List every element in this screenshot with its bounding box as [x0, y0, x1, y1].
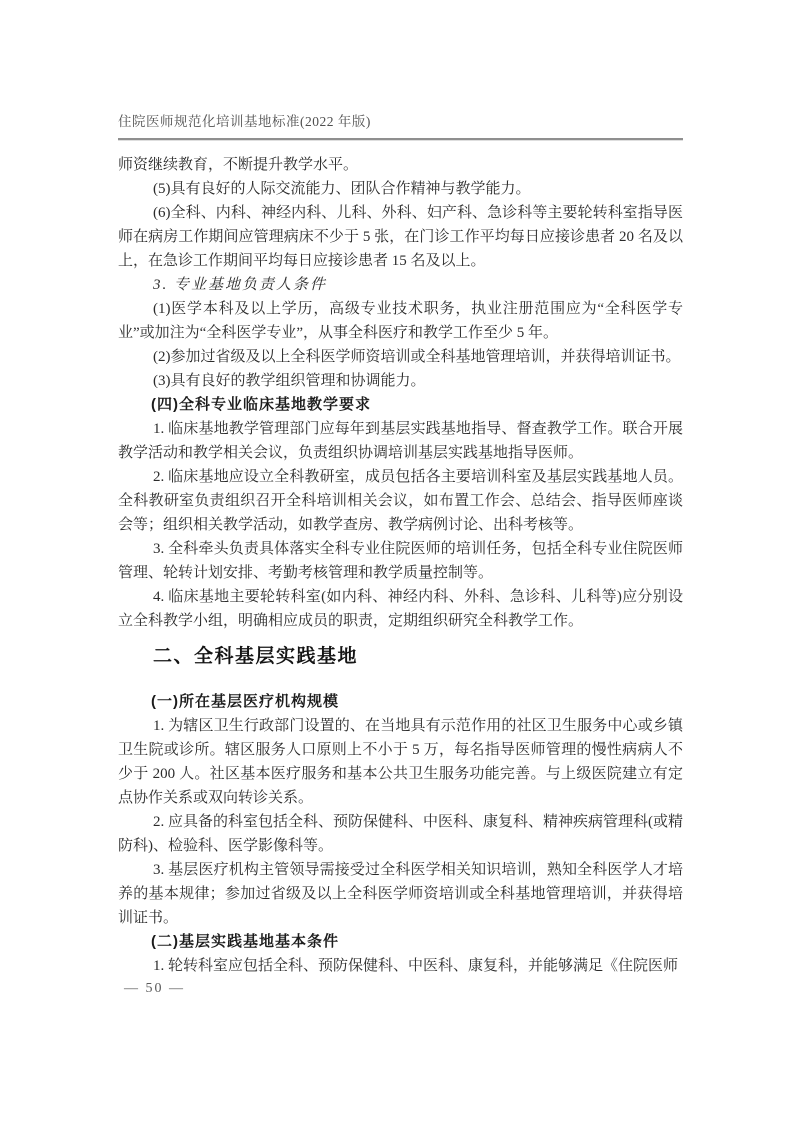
- body-paragraph: (5)具有良好的人际交流能力、团队合作精神与教学能力。: [153, 181, 531, 197]
- body-paragraph: 1. 临床基地教学管理部门应每年到基层实践基地指导、督查教学工作。联合开展教学活动和教学相关会议，负责组织协调培训基层实践基地指导医师。: [118, 421, 683, 461]
- chapter-heading: 二、全科基层实践基地: [153, 646, 359, 667]
- body-paragraph: (3)具有良好的教学组织管理和协调能力。: [153, 373, 426, 389]
- body-paragraph: 3. 全科牵头负责具体落实全科专业住院医师的培训任务，包括全科专业住院医师管理、轮转计划安排、考勤考核管理和教学质量控制等。: [118, 541, 683, 581]
- body-paragraph: 师资继续教育，不断提升教学水平。: [118, 157, 359, 173]
- section-heading: (一)所在基层医疗机构规模: [151, 693, 339, 710]
- body-paragraph: 2. 应具备的科室包括全科、预防保健科、中医科、康复科、精神疾病管理科(或精防科)、检验科、医学影像科等。: [118, 814, 683, 854]
- body-paragraph: (2)参加过省级及以上全科医学师资培训或全科基地管理培训，并获得培训证书。: [153, 349, 681, 365]
- body-paragraph: (1)医学本科及以上学历，高级专业技术职务，执业注册范围应为“全科医学专业”或加注为“全科医学专业”，从事全科医疗和教学工作至少 5 年。: [118, 301, 683, 341]
- body-paragraph: (6)全科、内科、神经内科、儿科、外科、妇产科、急诊科等主要轮转科室指导医师在病房工作期间应管理病床不少于 5 张，在门诊工作平均每日应接诊患者 20 名及以上，在急诊工作期间平均每日应接诊患者 15 名及以上。: [118, 205, 683, 269]
- page-number: — 50 —: [124, 981, 185, 996]
- body-paragraph: 1. 轮转科室应包括全科、预防保健科、中医科、康复科，并能够满足《住院医师: [153, 958, 679, 974]
- body-paragraph: 3. 基层医疗机构主管领导需接受过全科医学相关知识培训，熟知全科医学人才培养的基本规律；参加过省级及以上全科医学师资培训或全科基地管理培训，并获得培训证书。: [118, 862, 683, 926]
- body-paragraph: 4. 临床基地主要轮转科室(如内科、神经内科、外科、急诊科、儿科等)应分别设立全科教学小组，明确相应成员的职责，定期组织研究全科教学工作。: [118, 589, 683, 629]
- subitem-heading: 3. 专业基地负责人条件: [153, 277, 328, 293]
- section-heading: (二)基层实践基地基本条件: [151, 933, 339, 950]
- body-paragraph: 1. 为辖区卫生行政部门设置的、在当地具有示范作用的社区卫生服务中心或乡镇卫生院或诊所。辖区服务人口原则上不小于 5 万，每名指导医师管理的慢性病病人不少于 200 人。社区基本医疗服务和基本公共卫生服务功能完善。与上级医院建立有定点协作关系或双向转诊关系。: [118, 718, 683, 806]
- header-rule-divider: [118, 138, 683, 141]
- body-paragraph: 2. 临床基地应设立全科教研室，成员包括各主要培训科室及基层实践基地人员。全科教研室负责组织召开全科培训相关会议，如布置工作会、总结会、指导医师座谈会等；组织相关教学活动，如教学查房、教学病例讨论、出科考核等。: [118, 469, 683, 533]
- running-header-title: 住院医师规范化培训基地标准(2022 年版): [118, 114, 371, 129]
- page-body: [118, 153, 683, 978]
- section-heading: (四)全科专业临床基地教学要求: [151, 396, 371, 413]
